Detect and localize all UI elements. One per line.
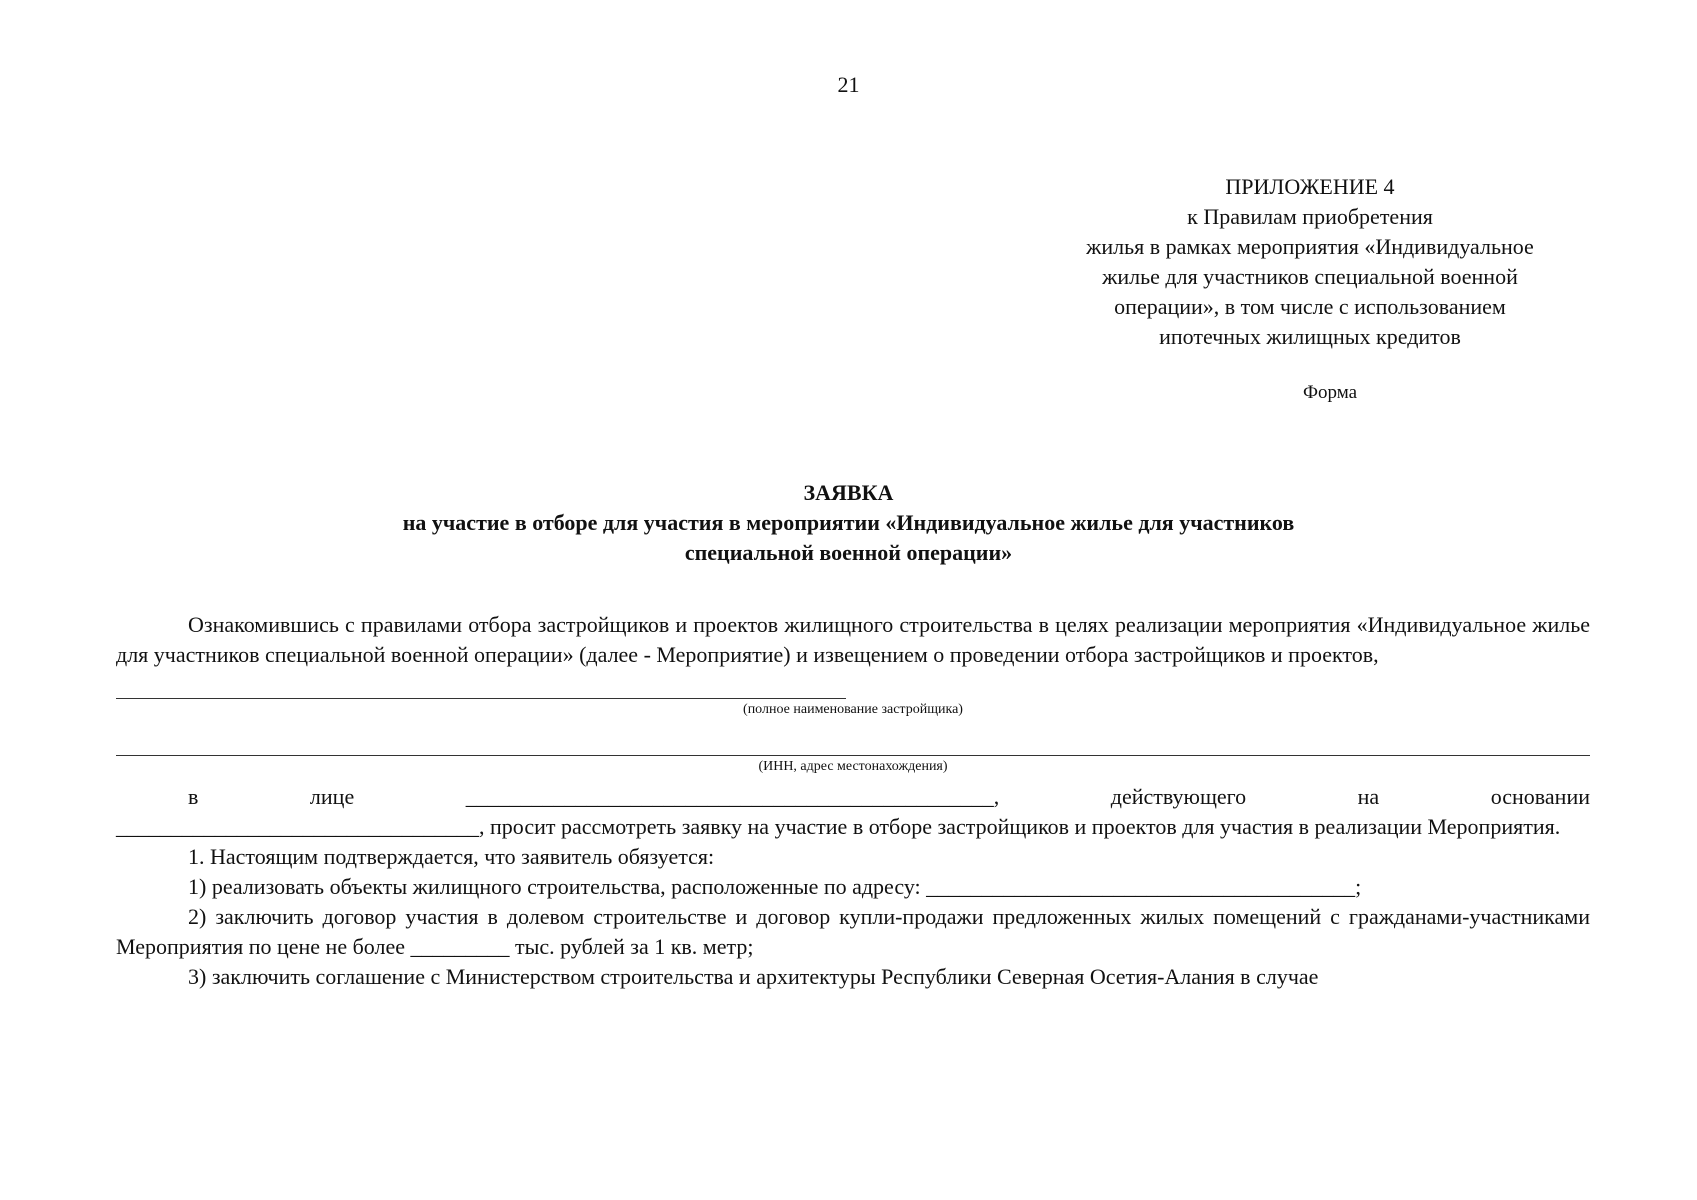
appendix-line: к Правилам приобретения: [1187, 204, 1433, 229]
item-1-1: 1) реализовать объекты жилищного строительства, расположенные по адресу: _______________________________________;: [188, 874, 1362, 899]
appendix-line: жилье для участников специальной военной: [1102, 264, 1518, 289]
appendix-block: [1010, 172, 1610, 352]
title-line-2: специальной военной операции»: [684, 540, 1013, 565]
item-1: 1. Настоящим подтверждается, что заявитель обязуется:: [188, 844, 715, 869]
item-1-3: 3) заключить соглашение с Министерством строительства и архитектуры Республики Северная Осетия-Алания в случае: [188, 964, 1319, 989]
title-main: ЗАЯВКА: [803, 480, 894, 505]
appendix-line: жилья в рамках мероприятия «Индивидуальное: [1086, 234, 1534, 259]
representative-line: в лице ________________________________________________, действующего на основании: [188, 784, 1590, 809]
document-body: [116, 610, 1590, 992]
appendix-line: операции», в том числе с использованием: [1114, 294, 1506, 319]
title-line-1: на участие в отборе для участия в мероприятии «Индивидуальное жилье для участников: [402, 510, 1295, 535]
item-1-2: 2) заключить договор участия в долевом строительстве и договор купли-продажи предложенных жилых помещений с гражданами-участниками Мероприятия по цене не более _________ тыс. рублей за 1 кв. метр;: [116, 904, 1590, 959]
appendix-title: ПРИЛОЖЕНИЕ 4: [1225, 174, 1395, 199]
developer-name-caption: (полное наименование застройщика): [743, 702, 963, 717]
document-title: [0, 478, 1697, 568]
intro-paragraph: Ознакомившись с правилами отбора застройщиков и проектов жилищного строительства в целях реализации мероприятия «Индивидуальное жилье для участников специальной военной операции» (далее - Мероприятие) и извещением о проведении отбора застройщиков и проектов,: [116, 612, 1590, 667]
developer-name-line: [116, 670, 846, 699]
inn-address-line: [116, 727, 1590, 756]
page-number: 21: [837, 72, 860, 97]
inn-address-caption: (ИНН, адрес местонахождения): [758, 759, 948, 774]
appendix-line: ипотечных жилищных кредитов: [1159, 324, 1461, 349]
form-label: Форма: [1302, 382, 1358, 403]
request-paragraph: _________________________________, просит рассмотреть заявку на участие в отборе застройщиков и проектов для участия в реализации Мероприятия.: [116, 814, 1561, 839]
